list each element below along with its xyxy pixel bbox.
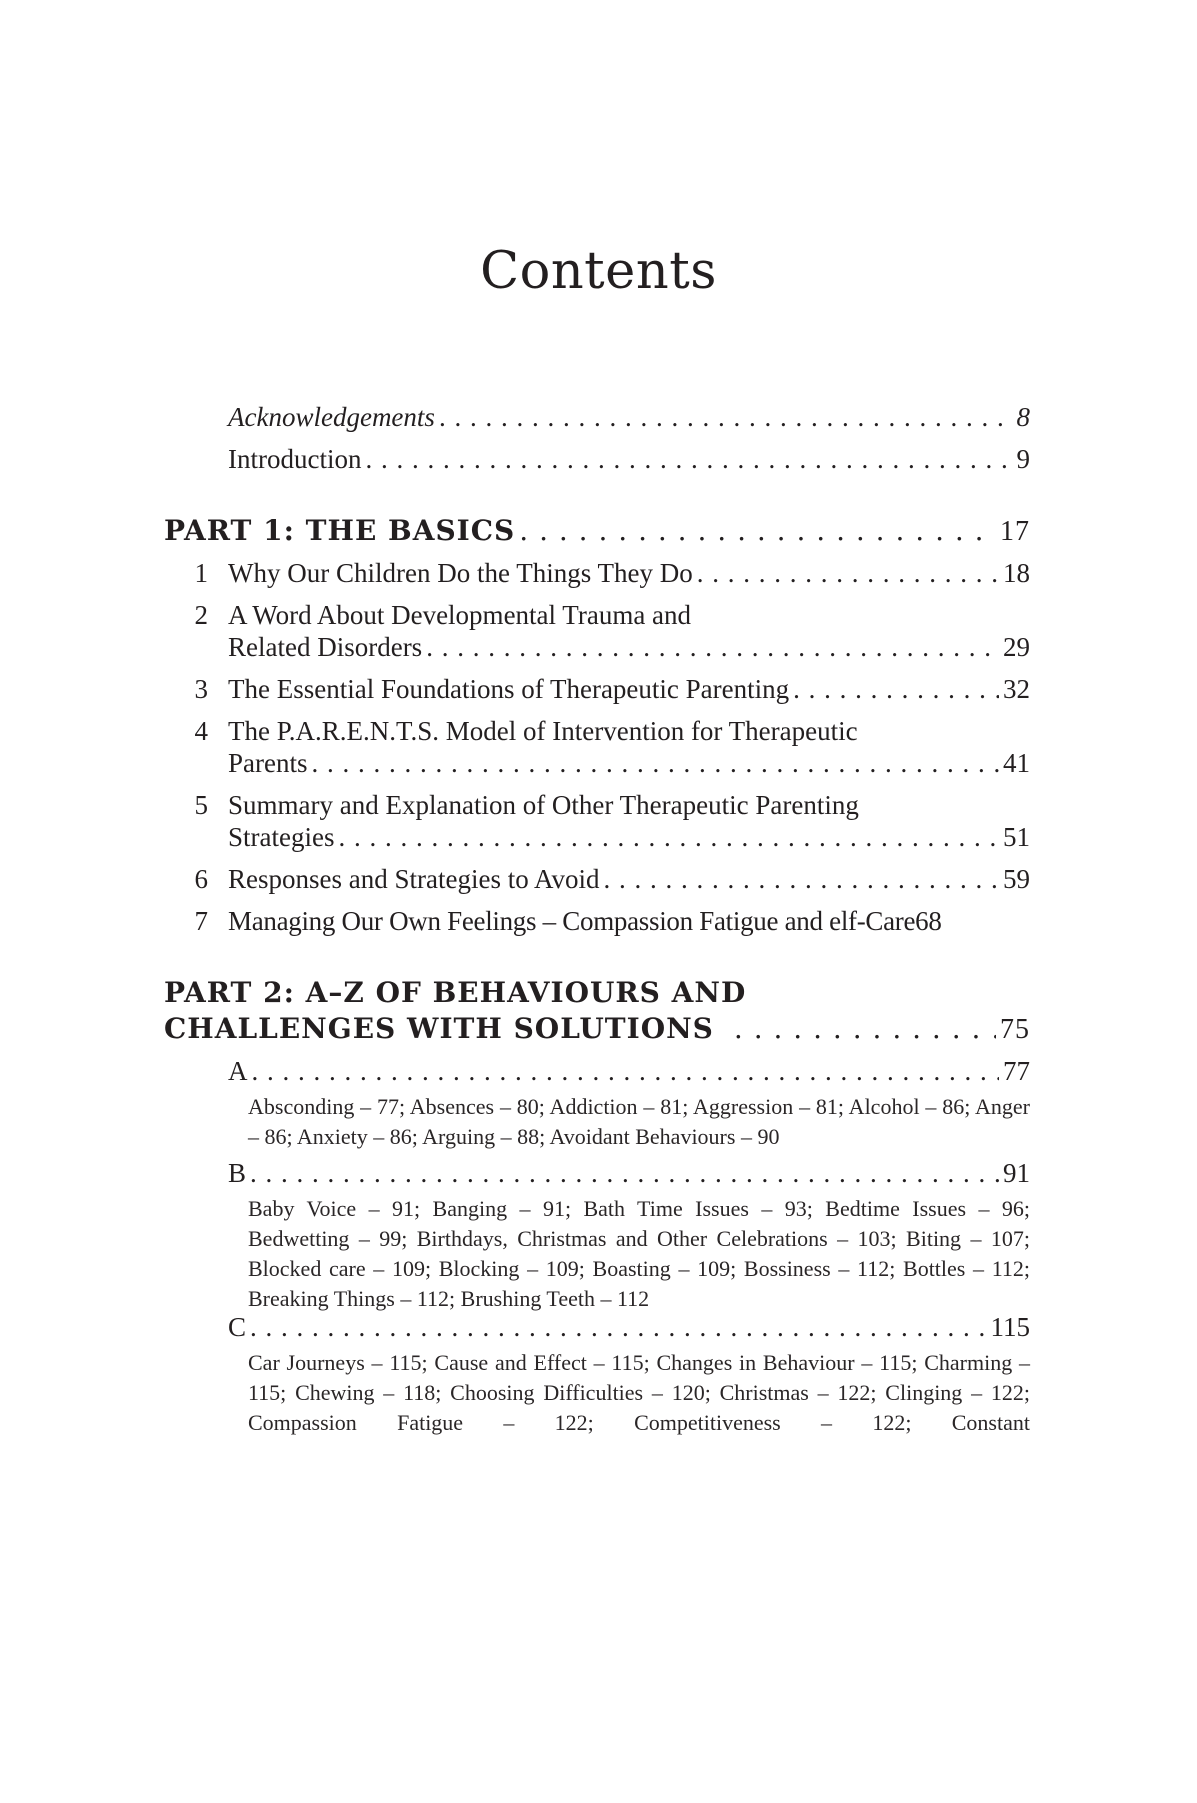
toc-letter-c[interactable] xyxy=(228,1312,1030,1343)
toc-chapter-2[interactable] xyxy=(228,632,1030,663)
chapter-title: The Essential Foundations of Therapeutic Parenting xyxy=(228,674,790,704)
toc-chapter-3[interactable] xyxy=(228,674,1030,705)
chapter-title-continued: Related Disorders xyxy=(228,632,423,662)
toc-entry-label: Introduction xyxy=(228,444,362,474)
chapter-number: 2 xyxy=(194,600,208,630)
dot-leader xyxy=(426,632,999,663)
part-heading-2-line2[interactable] xyxy=(164,1012,1030,1046)
toc-chapter-7[interactable]: Managing Our Own Feelings – Compassion Fatigue and elf-Care68 xyxy=(228,906,942,936)
chapter-title: Why Our Children Do the Things They Do xyxy=(228,558,693,588)
letter-heading: A xyxy=(228,1056,248,1086)
toc-entry-label: Acknowledgements xyxy=(228,402,435,432)
toc-entry-acknowledgements[interactable] xyxy=(228,402,1030,433)
toc-page-number: 91 xyxy=(1003,1158,1030,1188)
dot-leader xyxy=(365,444,1012,475)
part-heading-label: CHALLENGES WITH SOLUTIONS xyxy=(164,1012,714,1045)
toc-chapter-6[interactable] xyxy=(228,864,1030,895)
dot-leader xyxy=(734,1012,996,1045)
toc-chapter-4[interactable] xyxy=(228,748,1030,779)
chapter-number: 6 xyxy=(194,864,208,894)
toc-page-number: 115 xyxy=(990,1312,1030,1342)
toc-letter-a[interactable] xyxy=(228,1056,1030,1087)
toc-page-number: 51 xyxy=(1003,822,1030,852)
dot-leader xyxy=(793,674,999,705)
part-heading-1[interactable] xyxy=(164,514,1030,548)
dot-leader xyxy=(519,514,996,547)
toc-letter-b[interactable] xyxy=(228,1158,1030,1189)
part-heading-2[interactable]: PART 2: A–Z OF BEHAVIOURS AND xyxy=(164,976,747,1009)
dot-leader xyxy=(338,822,999,853)
chapter-title-continued: Parents xyxy=(228,748,308,778)
toc-page-number: 59 xyxy=(1003,864,1030,894)
toc-page-number: 75 xyxy=(1000,1014,1030,1045)
dot-leader xyxy=(439,402,1013,433)
dot-leader xyxy=(697,558,999,589)
part-heading-label: PART 1: THE BASICS xyxy=(164,514,516,547)
letter-topics-a: Absconding – 77; Absences – 80; Addiction – 81; Aggression – 81; Alcohol – 86; Anger – 86; Anxiety – 86; Arguing – 88; Avoidant Behaviours – 90 xyxy=(248,1094,1030,1149)
chapter-number: 7 xyxy=(194,906,208,936)
toc-page-number: 8 xyxy=(1016,402,1030,432)
chapter-number: 3 xyxy=(194,674,208,704)
page-title: Contents xyxy=(480,242,717,301)
letter-heading: C xyxy=(228,1312,247,1342)
chapter-title: The P.A.R.E.N.T.S. Model of Intervention for Therapeutic xyxy=(228,716,858,746)
chapter-title: Summary and Explanation of Other Therapeutic Parenting xyxy=(228,790,859,820)
toc-entry-introduction[interactable] xyxy=(228,444,1030,475)
toc-page-number: 32 xyxy=(1003,674,1030,704)
toc-page-number: 9 xyxy=(1016,444,1030,474)
toc-page-number: 41 xyxy=(1003,748,1030,778)
letter-heading: B xyxy=(228,1158,247,1188)
chapter-number: 5 xyxy=(194,790,208,820)
chapter-title: A Word About Developmental Trauma and xyxy=(228,600,692,630)
chapter-number: 1 xyxy=(194,558,208,588)
toc-page-number: 17 xyxy=(1000,516,1030,547)
toc-page-number: 18 xyxy=(1003,558,1030,588)
dot-leader xyxy=(250,1312,986,1343)
toc-page-number: 77 xyxy=(1003,1056,1030,1086)
letter-topics-c: Car Journeys – 115; Cause and Effect – 115; Changes in Behaviour – 115; Charming – 115; Chewing – 118; Choosing Difficulties – 120; Christmas – 122; Clinging – 122; Compassion Fatigue – 122; Competitiveness – 122; Constant xyxy=(248,1350,1030,1435)
toc-page-number: 29 xyxy=(1003,632,1030,662)
dot-leader xyxy=(250,1158,999,1189)
chapter-title-continued: Strategies xyxy=(228,822,335,852)
letter-topics-b: Baby Voice – 91; Banging – 91; Bath Time Issues – 93; Bedtime Issues – 96; Bedwetting – 99; Birthdays, Christmas and Other Celebrations – 103; Biting – 107; Blocked care – 109; Blocking – 109; Boasting – 109; Bossiness – 112; Bottles – 112; Breaking Things – 112; Brushing Teeth – 112 xyxy=(248,1196,1030,1311)
dot-leader xyxy=(252,1056,1000,1087)
chapter-number: 4 xyxy=(194,716,208,746)
dot-leader xyxy=(311,748,999,779)
toc-chapter-1[interactable] xyxy=(228,558,1030,589)
toc-chapter-5[interactable] xyxy=(228,822,1030,853)
dot-leader xyxy=(603,864,999,895)
chapter-title: Responses and Strategies to Avoid xyxy=(228,864,600,894)
